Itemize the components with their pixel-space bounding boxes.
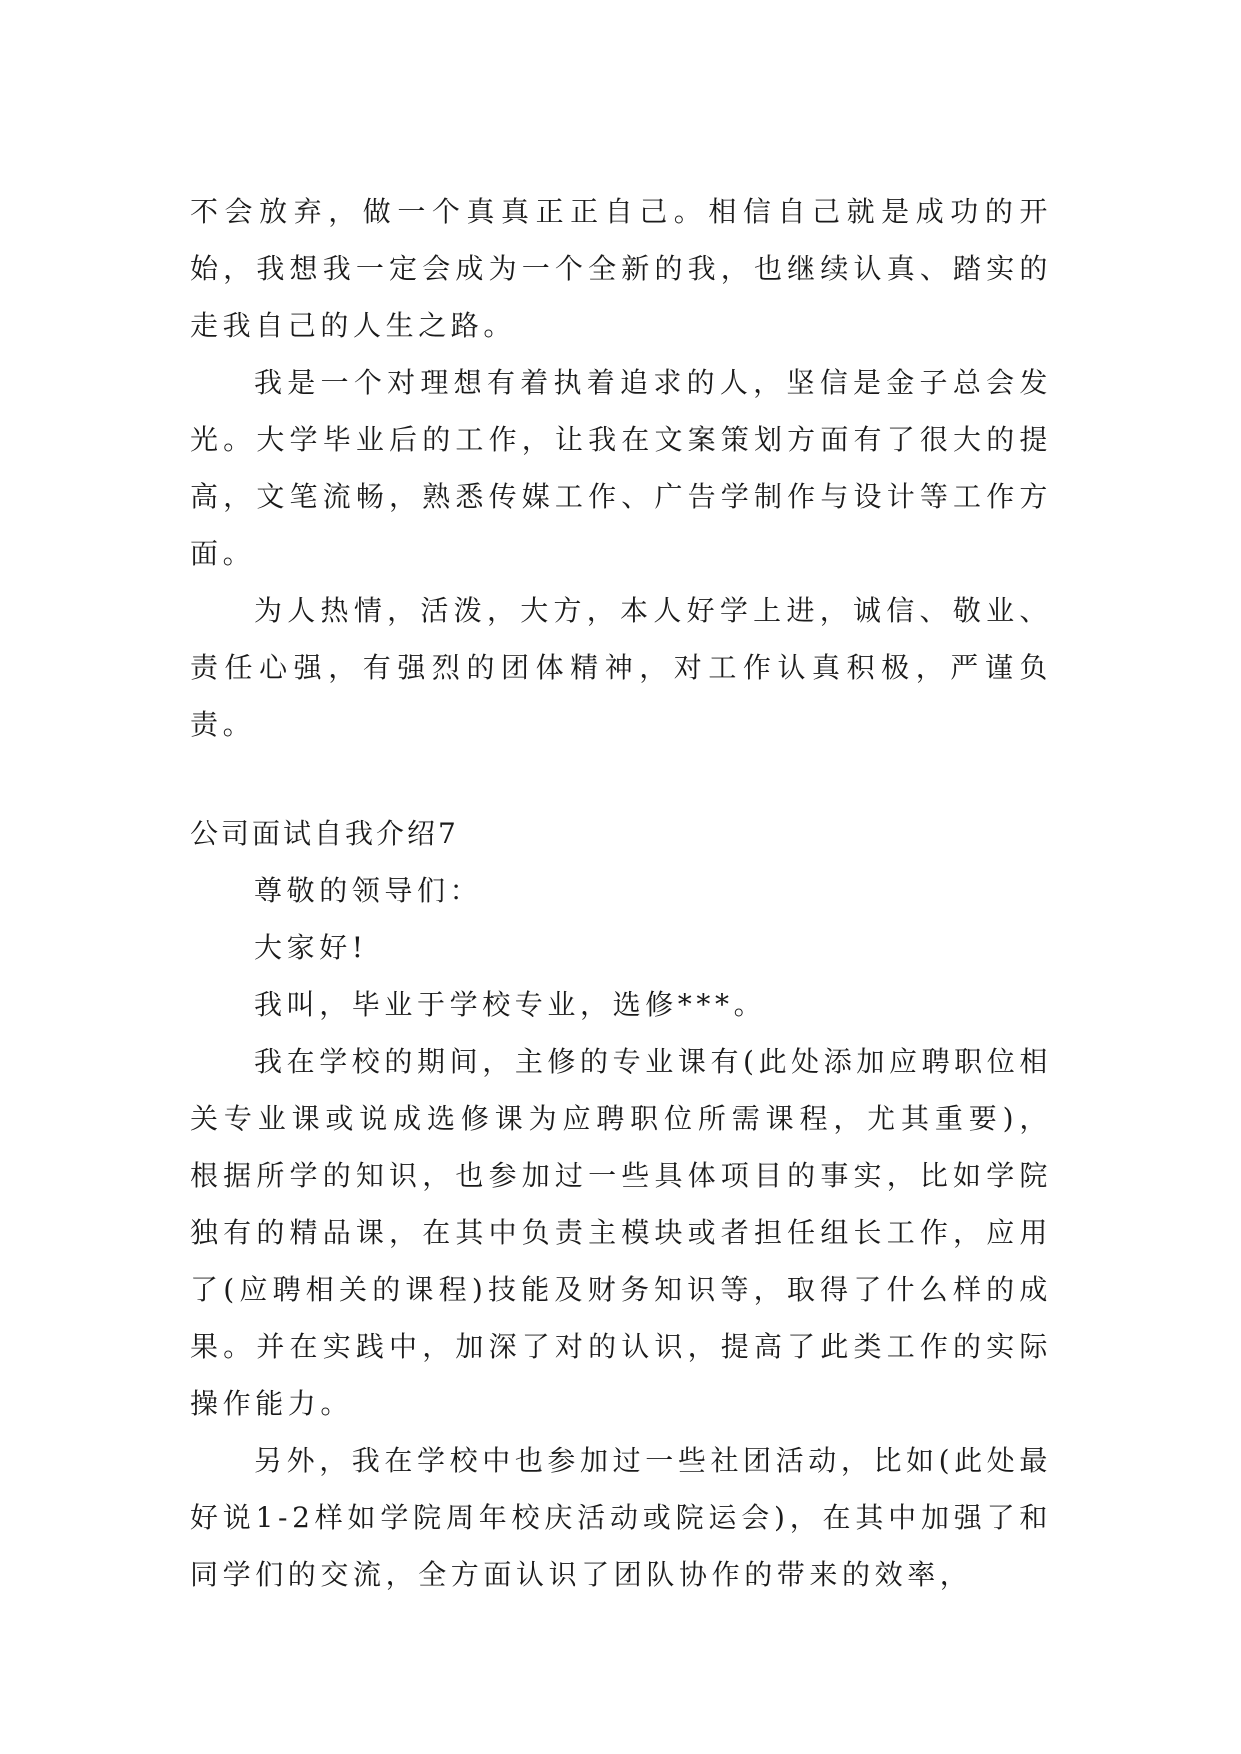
- section-heading: 公司面试自我介绍7: [190, 817, 459, 850]
- paragraph-courses: 我在学校的期间，主修的专业课有(此处添加应聘职位相关专业课或说成选修课为应聘职位所需课程，尤其重要)，根据所学的知识，也参加过一些具体项目的事实，比如学院独有的精品课，在其中负责主模块或者担任组长工作，应用了(应聘相关的课程)技能及财务知识等，取得了什么样的成果。并在实践中，加深了对的认识，提高了此类工作的实际操作能力。: [190, 1045, 1052, 1420]
- paragraph-activities: 另外，我在学校中也参加过一些社团活动，比如(此处最好说1-2样如学院周年校庆活动或院运会)，在其中加强了和同学们的交流，全方面认识了团队协作的带来的效率，: [190, 1444, 1052, 1591]
- paragraph-greeting: 大家好!: [254, 931, 368, 964]
- paragraph-salutation: 尊敬的领导们：: [254, 874, 483, 907]
- paragraph-ideals: 我是一个对理想有着执着追求的人，坚信是金子总会发光。大学毕业后的工作，让我在文案策划方面有了很大的提高，文笔流畅，熟悉传媒工作、广告学制作与设计等工作方面。: [190, 366, 1052, 570]
- paragraph-name: 我叫，毕业于学校专业，选修***。: [254, 988, 767, 1021]
- paragraph-continuation: 不会放弃，做一个真真正正自己。相信自己就是成功的开始，我想我一定会成为一个全新的我，也继续认真、踏实的走我自己的人生之路。: [190, 195, 1052, 342]
- paragraph-personality: 为人热情，活泼，大方，本人好学上进，诚信、敬业、责任心强，有强烈的团体精神，对工作认真积极，严谨负责。: [190, 594, 1052, 741]
- document-body: [190, 183, 1052, 1603]
